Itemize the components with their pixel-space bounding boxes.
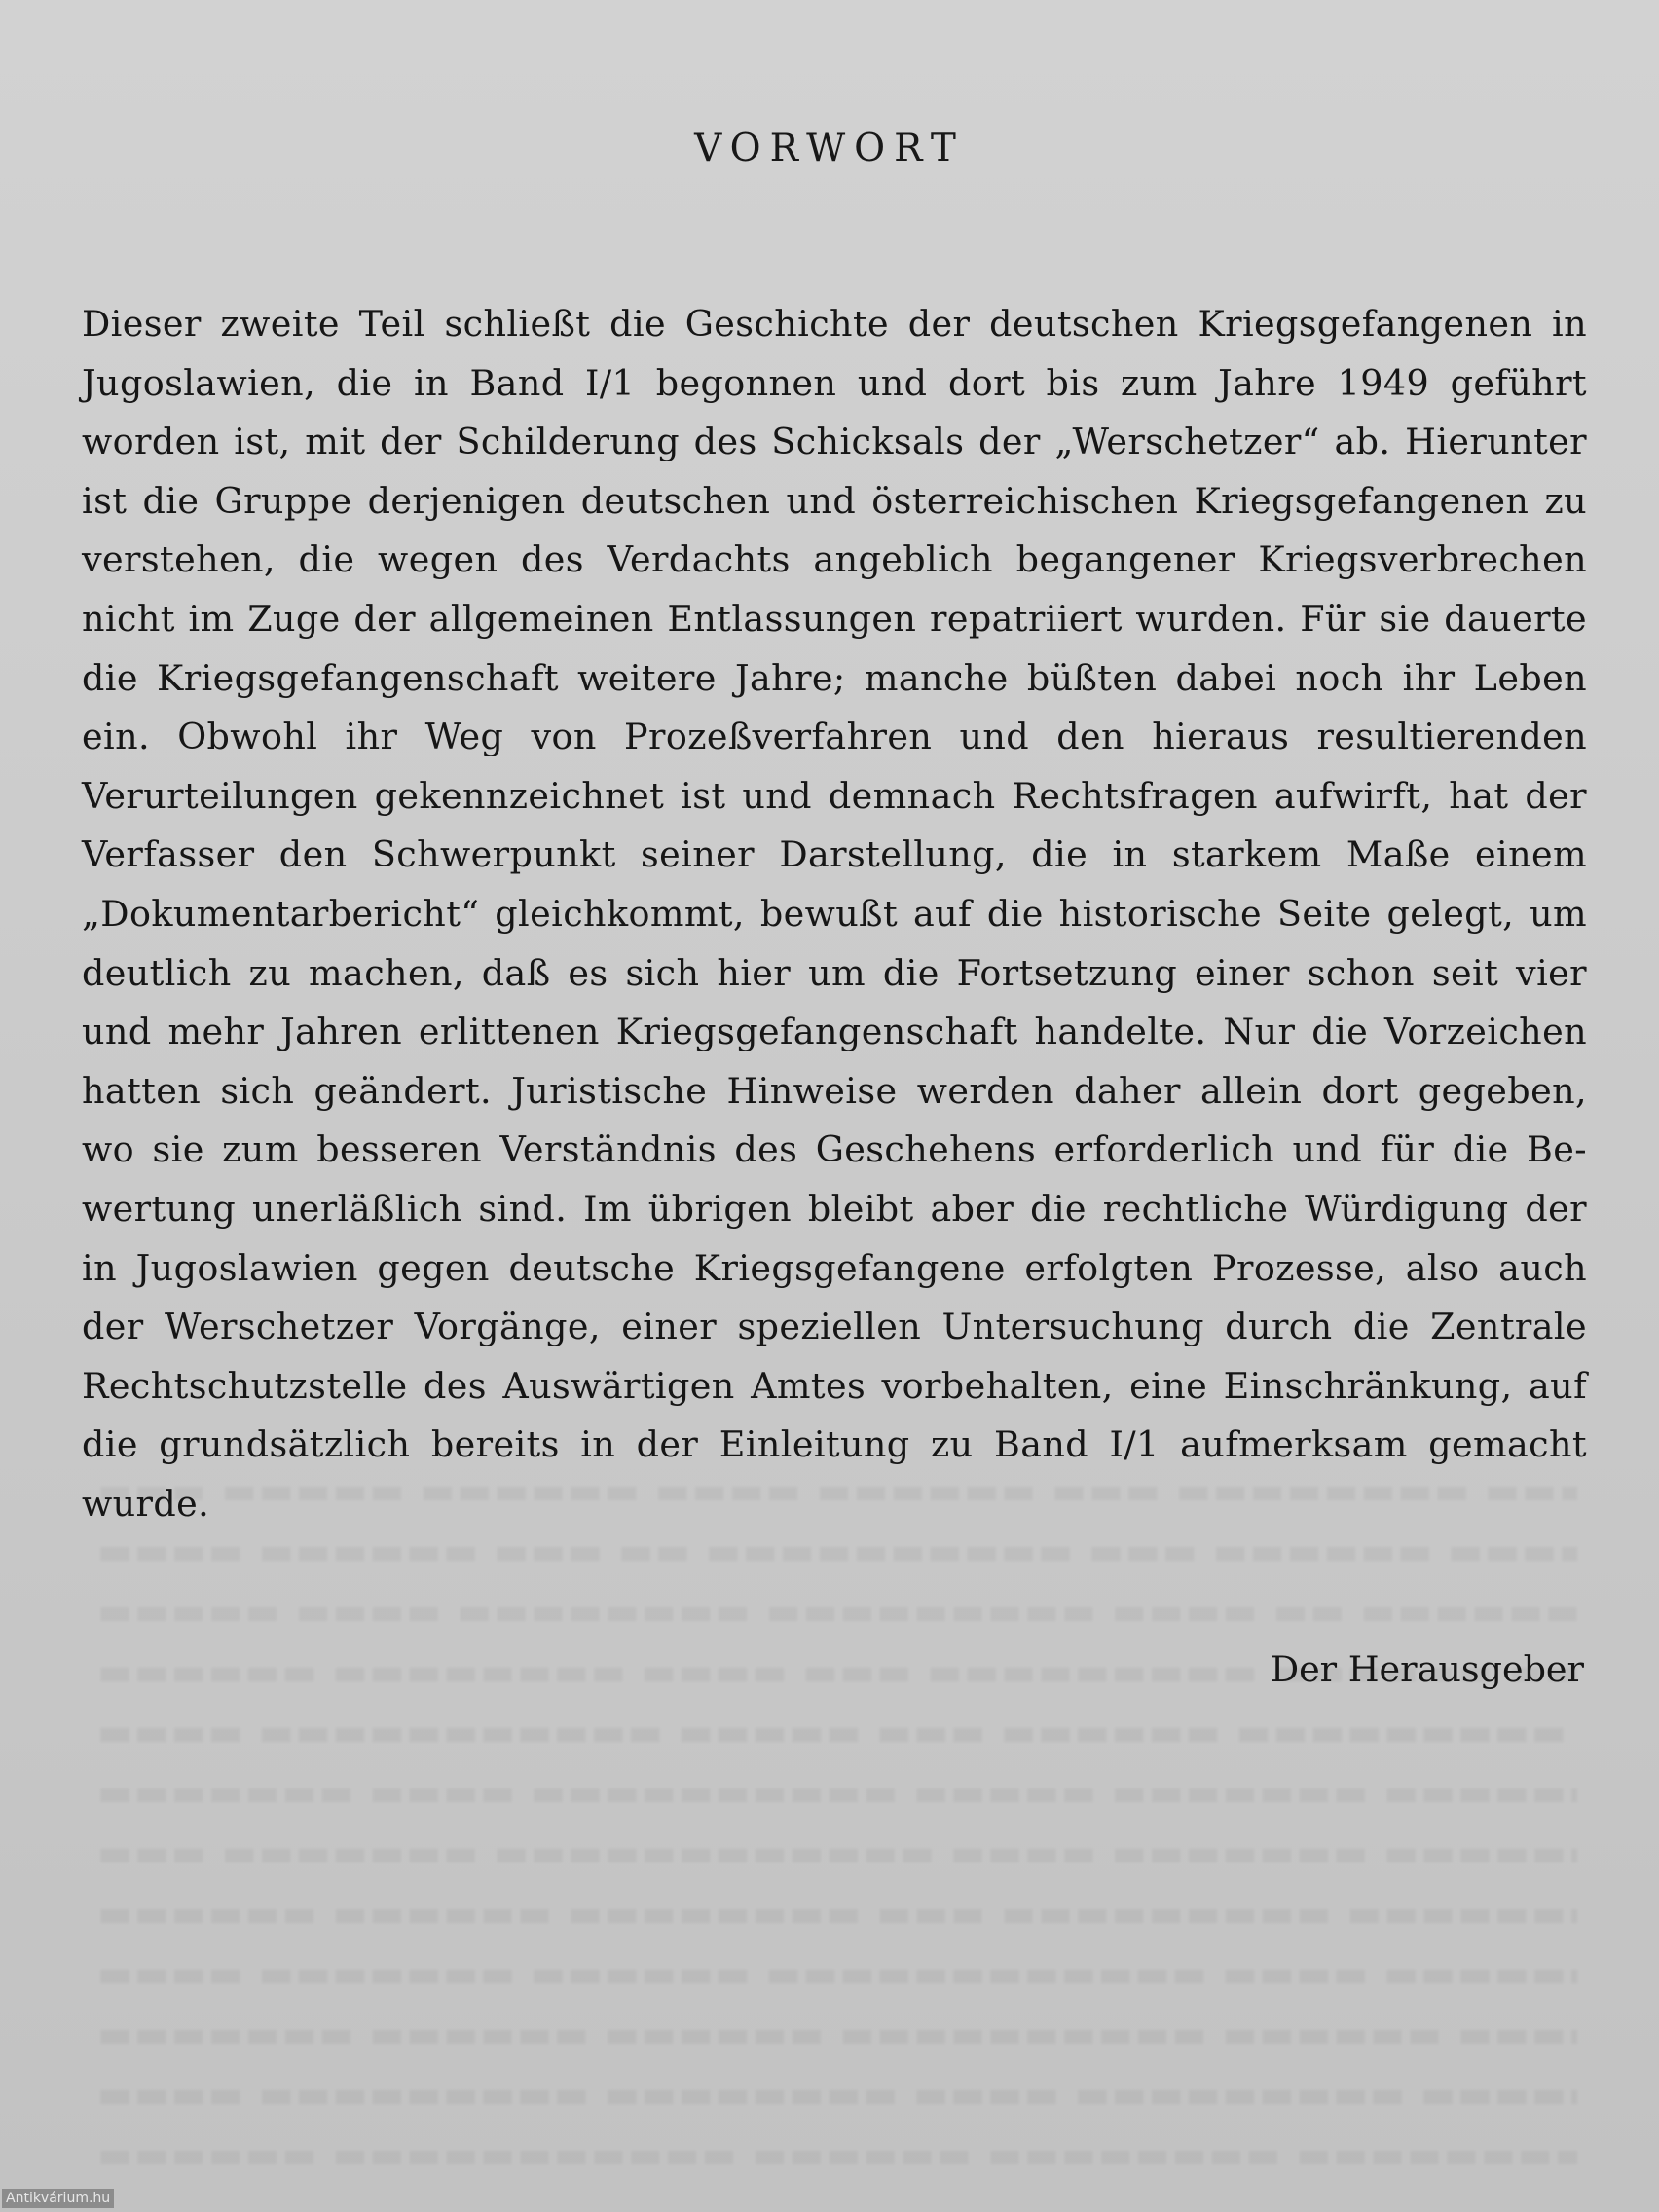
paragraph-line: hatten sich geändert. Juristische Hinweise werden daher allein dort gegeben, bbox=[82, 1069, 1587, 1112]
paragraph-line: die Kriegsgefangenschaft weitere Jahre; manche büßten dabei noch ihr Leben bbox=[82, 656, 1587, 699]
paragraph-line: ein. Obwohl ihr Weg von Prozeßverfahren und den hieraus resultierenden bbox=[82, 716, 1587, 758]
paragraph-line: in Jugoslawien gegen deutsche Kriegsgefangene erfolgten Prozesse, also auch bbox=[82, 1246, 1587, 1289]
paragraph-line: wertung unerläßlich sind. Im übrigen bleibt aber die rechtliche Würdigung der bbox=[82, 1187, 1587, 1230]
foreword-paragraph bbox=[82, 295, 1587, 1533]
paragraph-line: und mehr Jahren erlittenen Kriegsgefangenschaft handelte. Nur die Vorzeichen bbox=[82, 1011, 1587, 1053]
paragraph-line: Jugoslawien, die in Band I/1 begonnen und dort bis zum Jahre 1949 geführt bbox=[82, 361, 1587, 404]
paragraph-line: verstehen, die wegen des Verdachts angeblich begangener Kriegsverbrechen bbox=[82, 538, 1587, 581]
paragraph-line: wo sie zum besseren Verständnis des Geschehens erforderlich und für die Be- bbox=[82, 1128, 1587, 1171]
paragraph-line: nicht im Zuge der allgemeinen Entlassungen repatriiert wurden. Für sie dauerte bbox=[82, 597, 1587, 640]
paragraph-line: wurde. bbox=[82, 1482, 210, 1525]
paragraph-line: Rechtschutzstelle des Auswärtigen Amtes vorbehalten, eine Einschränkung, auf bbox=[82, 1364, 1587, 1407]
bleed-through-texture bbox=[97, 1460, 1577, 2185]
paragraph-line: die grundsätzlich bereits in der Einleitung zu Band I/1 aufmerksam gemacht bbox=[82, 1423, 1587, 1466]
paragraph-line: Dieser zweite Teil schließt die Geschichte der deutschen Kriegsgefangenen in bbox=[82, 303, 1587, 345]
paragraph-line: Verurteilungen gekennzeichnet ist und demnach Rechtsfragen aufwirft, hat der bbox=[82, 774, 1587, 817]
watermark: Antikvárium.hu bbox=[2, 2189, 114, 2208]
paragraph-line: „Dokumentarbericht“ gleichkommt, bewußt auf die historische Seite gelegt, um bbox=[82, 892, 1587, 935]
signature: Der Herausgeber bbox=[1270, 1648, 1584, 1690]
paragraph-line: ist die Gruppe derjenigen deutschen und österreichischen Kriegsgefangenen zu bbox=[82, 479, 1587, 522]
paragraph-line: Verfasser den Schwerpunkt seiner Darstellung, die in starkem Maße einem bbox=[82, 833, 1587, 876]
paragraph-line: deutlich zu machen, daß es sich hier um die Fortsetzung einer schon seit vier bbox=[82, 951, 1587, 994]
page-title: VORWORT bbox=[694, 127, 965, 170]
paragraph-line: worden ist, mit der Schilderung des Schicksals der „Werschetzer“ ab. Hierunter bbox=[82, 421, 1587, 463]
paragraph-line: der Werschetzer Vorgänge, einer speziellen Untersuchung durch die Zentrale bbox=[82, 1306, 1587, 1348]
